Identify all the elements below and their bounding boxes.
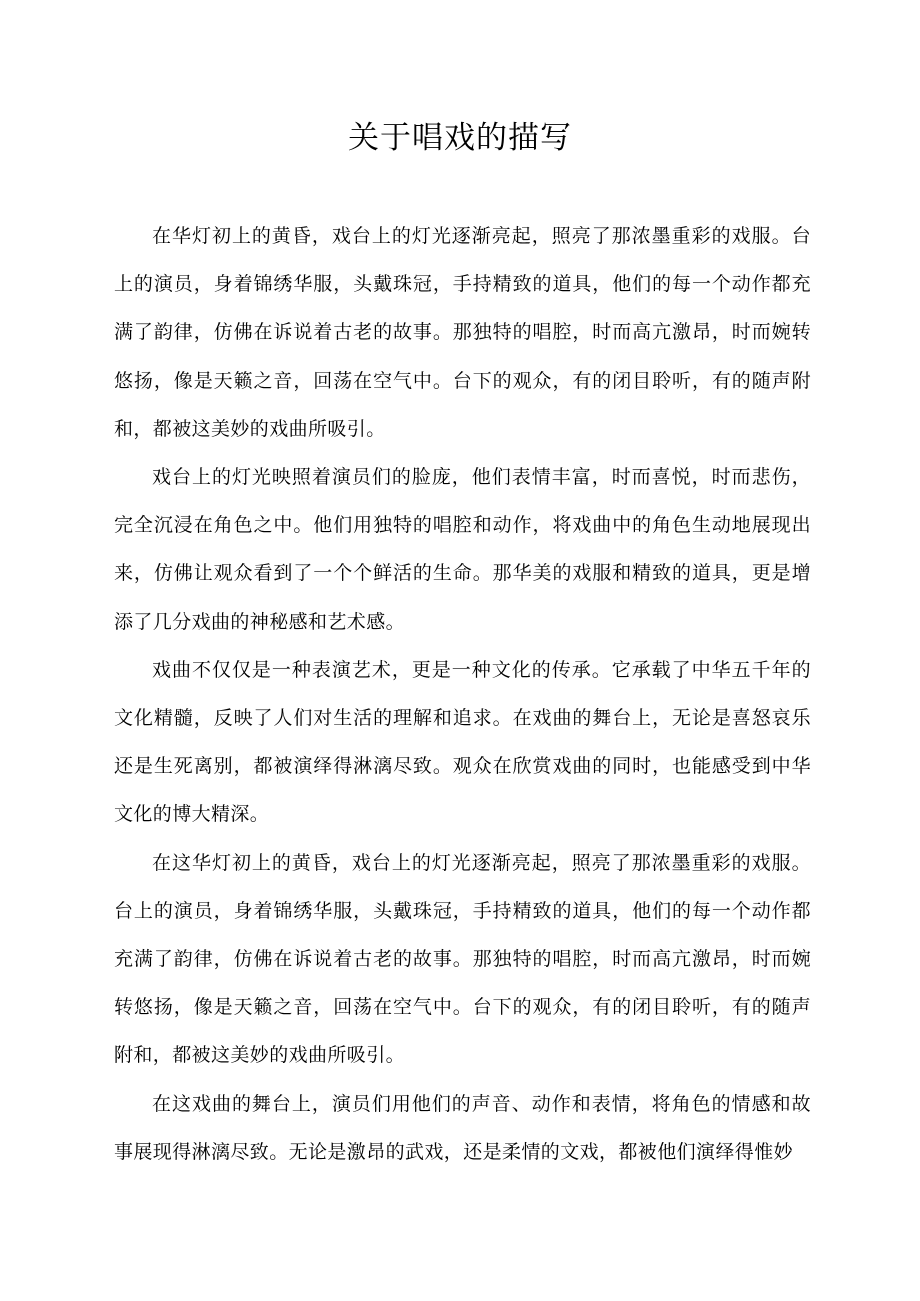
document-body bbox=[114, 212, 811, 1176]
paragraph-2: 戏台上的灯光映照着演员们的脸庞，他们表情丰富，时而喜悦，时而悲伤，完全沉浸在角色之中。他们用独特的唱腔和动作，将戏曲中的角色生动地展现出来，仿佛让观众看到了一个个鲜活的生命。那华美的戏服和精致的道具，更是增添了几分戏曲的神秘感和艺术感。 bbox=[114, 466, 811, 633]
paragraph-3: 戏曲不仅仅是一种表演艺术，更是一种文化的传承。它承载了中华五千年的文化精髓，反映了人们对生活的理解和追求。在戏曲的舞台上，无论是喜怒哀乐还是生死离别，都被演绎得淋漓尽致。观众在欣赏戏曲的同时，也能感受到中华文化的博大精深。 bbox=[114, 658, 811, 826]
paragraph-4: 在这华灯初上的黄昏，戏台上的灯光逐渐亮起，照亮了那浓墨重彩的戏服。台上的演员，身着锦绣华服，头戴珠冠，手持精致的道具，他们的每一个动作都充满了韵律，仿佛在诉说着古老的故事。那独特的唱腔，时而高亢激昂，时而婉转悠扬，像是天籁之音，回荡在空气中。台下的观众，有的闭目聆听，有的随声附和，都被这美妙的戏曲所吸引。 bbox=[114, 851, 811, 1067]
paragraph-1: 在华灯初上的黄昏，戏台上的灯光逐渐亮起，照亮了那浓墨重彩的戏服。台上的演员，身着锦绣华服，头戴珠冠，手持精致的道具，他们的每一个动作都充满了韵律，仿佛在诉说着古老的故事。那独特的唱腔，时而高亢激昂，时而婉转悠扬，像是天籁之音，回荡在空气中。台下的观众，有的闭目聆听，有的随声附和，都被这美妙的戏曲所吸引。 bbox=[114, 225, 811, 440]
paragraph-5: 在这戏曲的舞台上，演员们用他们的声音、动作和表情，将角色的情感和故事展现得淋漓尽致。无论是激昂的武戏，还是柔情的文戏，都被他们演绎得惟妙 bbox=[114, 1092, 811, 1163]
document-title: 关于唱戏的描写 bbox=[348, 120, 572, 156]
